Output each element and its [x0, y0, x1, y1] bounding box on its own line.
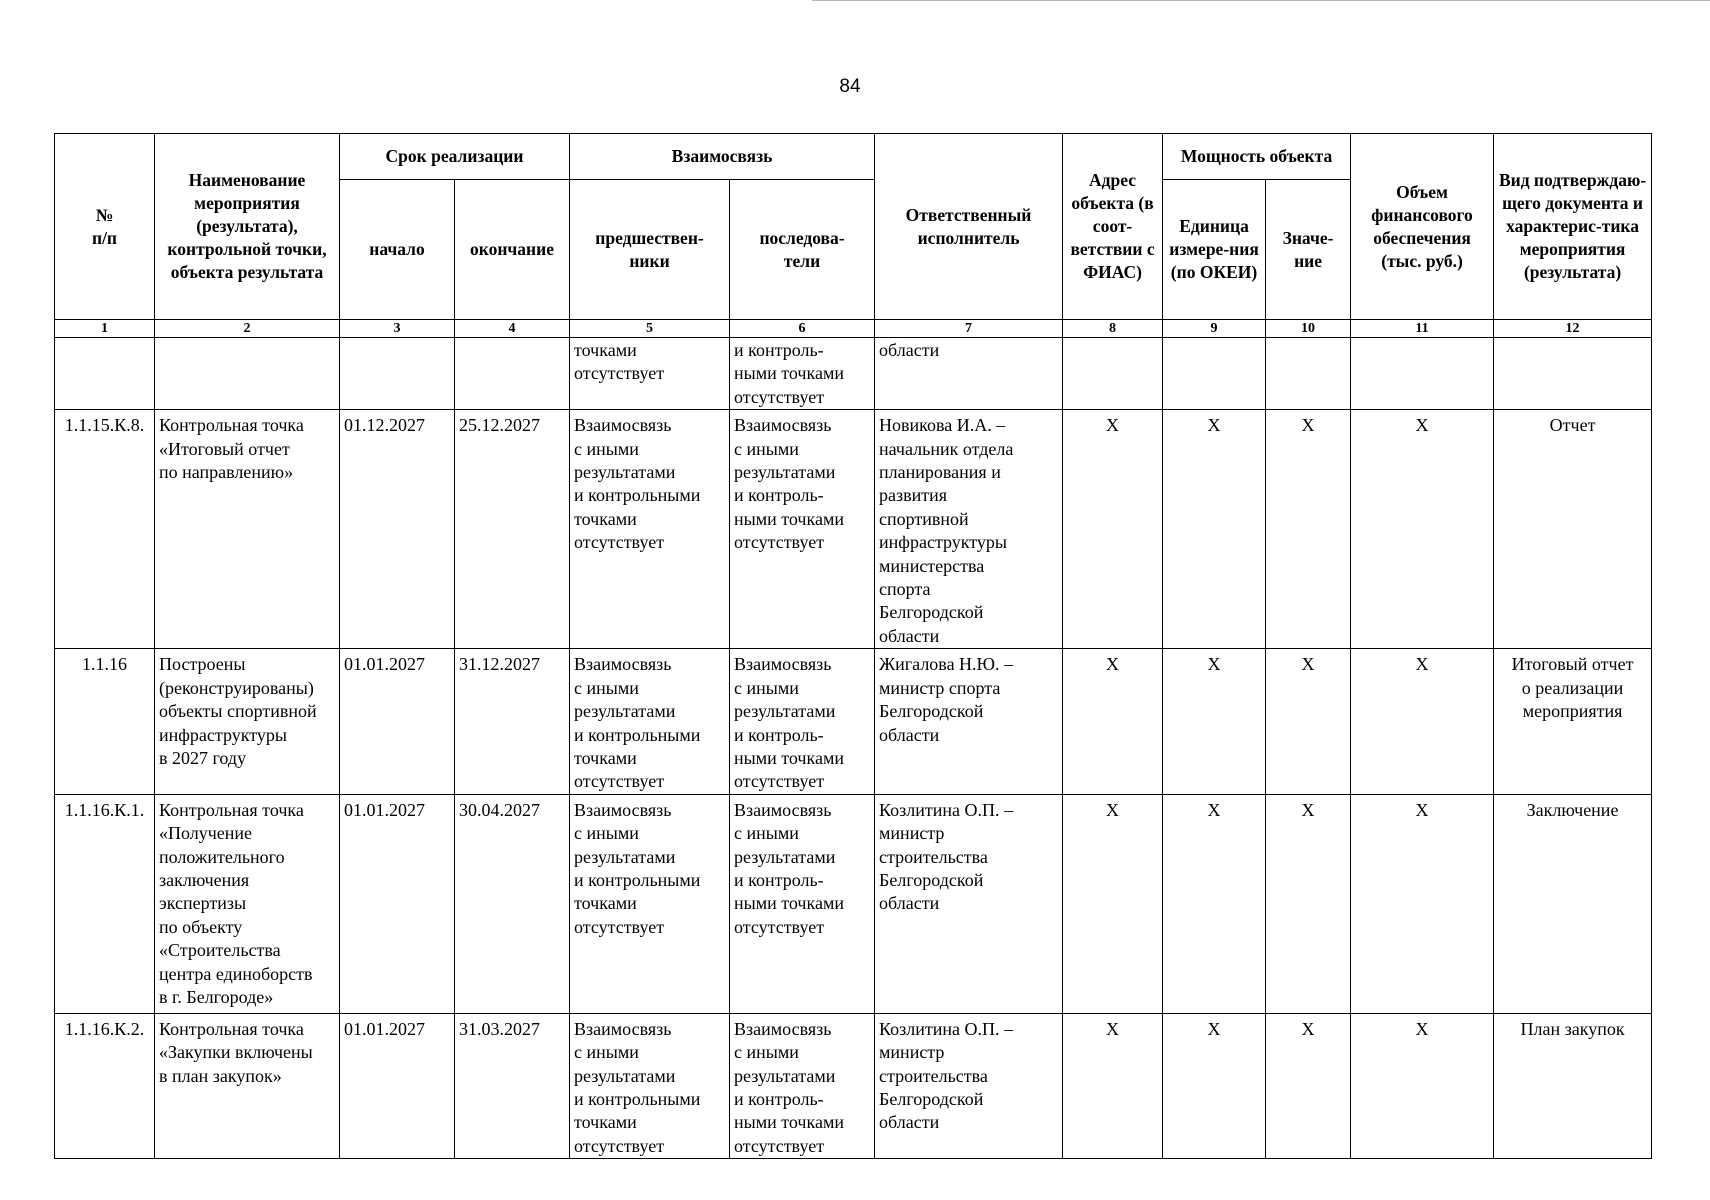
- column-number: 12: [1494, 320, 1652, 338]
- column-number: 1: [55, 320, 155, 338]
- row-value: [1266, 338, 1351, 410]
- row-address: X: [1063, 1013, 1163, 1158]
- row-end: 25.12.2027: [455, 410, 570, 649]
- row-predecessors: точками отсутствует: [570, 338, 730, 410]
- row-unit: X: [1163, 794, 1266, 1013]
- row-finance: X: [1351, 649, 1494, 794]
- header-predecessors: предшествен- ники: [570, 180, 730, 320]
- row-responsible: области: [875, 338, 1063, 410]
- header-num: № п/п: [55, 134, 155, 320]
- row-start: [340, 338, 455, 410]
- row-document: Отчет: [1494, 410, 1652, 649]
- row-predecessors: Взаимосвязь с иными результатами и контрольными точками отсутствует: [570, 1013, 730, 1158]
- header-start: начало: [340, 180, 455, 320]
- row-successors: Взаимосвязь с иными результатами и контроль- ными точками отсутствует: [730, 794, 875, 1013]
- row-finance: X: [1351, 410, 1494, 649]
- column-number: 7: [875, 320, 1063, 338]
- header-end: окончание: [455, 180, 570, 320]
- header-link: Взаимосвязь: [570, 134, 875, 180]
- row-value: X: [1266, 1013, 1351, 1158]
- row-document: [1494, 338, 1652, 410]
- header-document: Вид подтверждаю-щего документа и характерис-тика мероприятия (результата): [1494, 134, 1652, 320]
- row-number: 1.1.16.К.2.: [55, 1013, 155, 1158]
- header-successors: последова- тели: [730, 180, 875, 320]
- page-number: 84: [839, 76, 861, 97]
- table-row: [55, 1013, 1652, 1158]
- row-responsible: Жигалова Н.Ю. – министр спорта Белгородской области: [875, 649, 1063, 794]
- row-successors: Взаимосвязь с иными результатами и контроль- ными точками отсутствует: [730, 410, 875, 649]
- column-number: 8: [1063, 320, 1163, 338]
- row-start: 01.12.2027: [340, 410, 455, 649]
- row-unit: X: [1163, 1013, 1266, 1158]
- column-number: 4: [455, 320, 570, 338]
- row-predecessors: Взаимосвязь с иными результатами и контрольными точками отсутствует: [570, 649, 730, 794]
- table-row: [55, 794, 1652, 1013]
- row-document: Заключение: [1494, 794, 1652, 1013]
- row-address: [1063, 338, 1163, 410]
- row-address: X: [1063, 794, 1163, 1013]
- table-row: [55, 410, 1652, 649]
- row-start: 01.01.2027: [340, 1013, 455, 1158]
- header-unit: Единица измере-ния (по ОКЕИ): [1163, 180, 1266, 320]
- top-scan-rule: [812, 0, 1710, 1]
- row-name: Контрольная точка «Закупки включены в план закупок»: [155, 1013, 340, 1158]
- header-name: Наименование мероприятия (результата), контрольной точки, объекта результата: [155, 134, 340, 320]
- column-number: 5: [570, 320, 730, 338]
- row-successors: и контроль- ными точками отсутствует: [730, 338, 875, 410]
- row-responsible: Новикова И.А. – начальник отдела планирования и развития спортивной инфраструктуры министерства спорта Белгородской области: [875, 410, 1063, 649]
- header-finance: Объем финансового обеспечения (тыс. руб.): [1351, 134, 1494, 320]
- row-predecessors: Взаимосвязь с иными результатами и контрольными точками отсутствует: [570, 410, 730, 649]
- row-successors: Взаимосвязь с иными результатами и контроль- ными точками отсутствует: [730, 1013, 875, 1158]
- row-value: X: [1266, 794, 1351, 1013]
- column-number: 10: [1266, 320, 1351, 338]
- row-responsible: Козлитина О.П. – министр строительства Белгородской области: [875, 1013, 1063, 1158]
- row-finance: X: [1351, 794, 1494, 1013]
- row-end: [455, 338, 570, 410]
- table-row: [55, 649, 1652, 794]
- row-end: 30.04.2027: [455, 794, 570, 1013]
- row-predecessors: Взаимосвязь с иными результатами и контрольными точками отсутствует: [570, 794, 730, 1013]
- row-start: 01.01.2027: [340, 794, 455, 1013]
- header-period: Срок реализации: [340, 134, 570, 180]
- row-document: Итоговый отчет о реализации мероприятия: [1494, 649, 1652, 794]
- row-end: 31.03.2027: [455, 1013, 570, 1158]
- row-address: X: [1063, 649, 1163, 794]
- row-name: Контрольная точка «Итоговый отчет по направлению»: [155, 410, 340, 649]
- row-end: 31.12.2027: [455, 649, 570, 794]
- row-number: 1.1.15.К.8.: [55, 410, 155, 649]
- column-number: 9: [1163, 320, 1266, 338]
- row-number: 1.1.16: [55, 649, 155, 794]
- column-number: 2: [155, 320, 340, 338]
- row-unit: [1163, 338, 1266, 410]
- measures-table: [54, 133, 1652, 1159]
- row-value: X: [1266, 649, 1351, 794]
- header-address: Адрес объекта (в соот-ветствии с ФИАС): [1063, 134, 1163, 320]
- row-document: План закупок: [1494, 1013, 1652, 1158]
- row-value: X: [1266, 410, 1351, 649]
- table-row: [55, 338, 1652, 410]
- row-responsible: Козлитина О.П. – министр строительства Белгородской области: [875, 794, 1063, 1013]
- row-successors: Взаимосвязь с иными результатами и контроль- ными точками отсутствует: [730, 649, 875, 794]
- column-number: 11: [1351, 320, 1494, 338]
- column-number: 6: [730, 320, 875, 338]
- row-unit: X: [1163, 410, 1266, 649]
- row-number: 1.1.16.К.1.: [55, 794, 155, 1013]
- column-number: 3: [340, 320, 455, 338]
- row-finance: [1351, 338, 1494, 410]
- header-power: Мощность объекта: [1163, 134, 1351, 180]
- row-address: X: [1063, 410, 1163, 649]
- header-value: Значе- ние: [1266, 180, 1351, 320]
- row-unit: X: [1163, 649, 1266, 794]
- row-name: Построены (реконструированы) объекты спортивной инфраструктуры в 2027 году: [155, 649, 340, 794]
- row-finance: X: [1351, 1013, 1494, 1158]
- row-name: [155, 338, 340, 410]
- row-name: Контрольная точка «Получение положительного заключения экспертизы по объекту «Строительства центра единоборств в г. Белгороде»: [155, 794, 340, 1013]
- row-number: [55, 338, 155, 410]
- header-responsible: Ответственный исполнитель: [875, 134, 1063, 320]
- row-start: 01.01.2027: [340, 649, 455, 794]
